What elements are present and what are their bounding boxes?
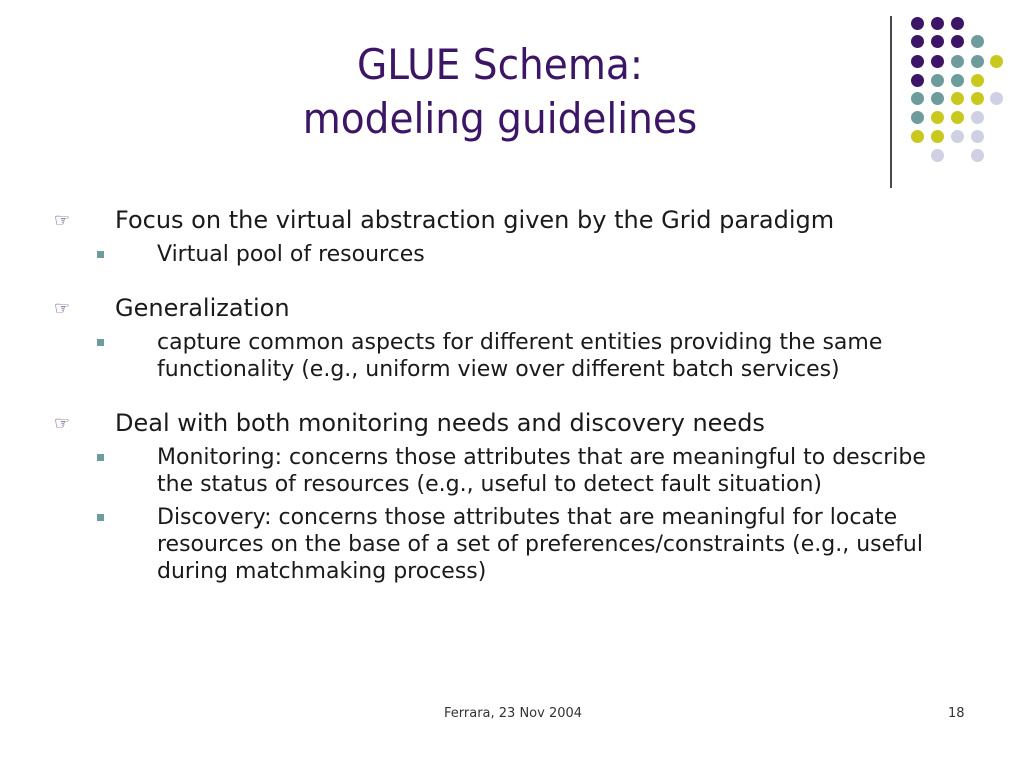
- sub-bullet-text: Monitoring: concerns those attributes that are meaningful to describe the status of resources (e.g., useful to detect fault situation): [157, 445, 926, 497]
- bullet-item: [48, 294, 948, 323]
- dot: [971, 35, 984, 48]
- dot: [971, 130, 984, 143]
- bullet-text: Focus on the virtual abstraction given by the Grid paradigm: [115, 206, 835, 234]
- dot: [931, 92, 944, 105]
- sub-bullet-item: [48, 444, 937, 498]
- dot: [951, 35, 964, 48]
- dot: [931, 74, 944, 87]
- dot: [971, 92, 984, 105]
- dot: [911, 92, 924, 105]
- dot: [971, 55, 984, 68]
- bullet-text: Generalization: [115, 294, 290, 322]
- pointing-hand-icon: ☞: [54, 210, 71, 231]
- dot: [911, 130, 924, 143]
- sub-bullet-item: [48, 241, 937, 268]
- dot: [951, 92, 964, 105]
- title-line-1: GLUE Schema:: [357, 40, 643, 89]
- dot: [931, 17, 944, 30]
- dot: [931, 35, 944, 48]
- dot: [911, 74, 924, 87]
- square-bullet-icon: [97, 454, 104, 461]
- pointing-hand-icon: ☞: [54, 413, 71, 434]
- square-bullet-icon: [97, 514, 104, 521]
- dot: [990, 92, 1003, 105]
- pointing-hand-icon: ☞: [54, 298, 71, 319]
- dot: [931, 111, 944, 124]
- bullet-item: [48, 206, 948, 235]
- square-bullet-icon: [97, 339, 104, 346]
- decorative-dot-grid: [0, 0, 1024, 200]
- sub-bullet-item: [48, 504, 937, 585]
- page-number: 18: [948, 706, 965, 721]
- sub-bullet-text: Discovery: concerns those attributes that are meaningful for locate resources on the base of a set of preferences/constraints (e.g., useful during matchmaking process): [157, 505, 923, 584]
- dot: [931, 55, 944, 68]
- dot: [951, 111, 964, 124]
- bullet-text: Deal with both monitoring needs and discovery needs: [115, 409, 765, 437]
- bullet-item: [48, 409, 948, 438]
- dot: [951, 55, 964, 68]
- dot: [990, 55, 1003, 68]
- dot: [951, 130, 964, 143]
- title-line-2: modeling guidelines: [302, 94, 698, 143]
- slide-body: [48, 206, 948, 585]
- footer-date: Ferrara, 23 Nov 2004: [444, 706, 583, 721]
- dot: [911, 35, 924, 48]
- dot: [911, 111, 924, 124]
- dot: [971, 149, 984, 162]
- square-bullet-icon: [97, 251, 104, 258]
- dot: [971, 74, 984, 87]
- dot: [971, 111, 984, 124]
- dot: [951, 17, 964, 30]
- dot: [951, 74, 964, 87]
- sub-bullet-text: Virtual pool of resources: [157, 242, 425, 267]
- dot: [911, 17, 924, 30]
- sub-bullet-item: [48, 329, 937, 383]
- dot: [931, 130, 944, 143]
- dot: [911, 55, 924, 68]
- dot: [931, 149, 944, 162]
- sub-bullet-text: capture common aspects for different entities providing the same functionality (e.g., uniform view over different batch services): [157, 330, 883, 382]
